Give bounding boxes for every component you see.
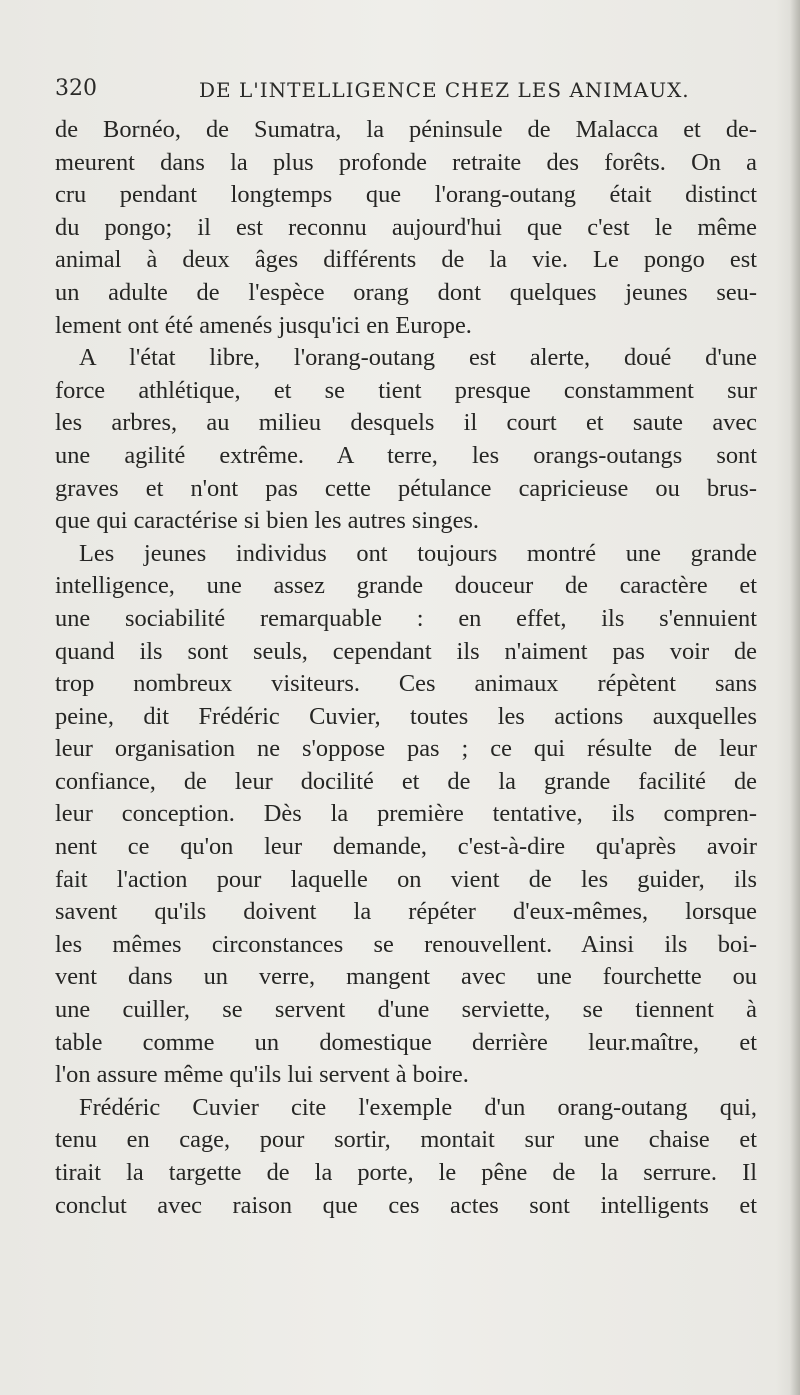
text-line: fait l'action pour laquelle on vient de les guider, ils: [55, 865, 757, 893]
text-line: quand ils sont seuls, cependant ils n'aiment pas voir de: [55, 637, 757, 665]
text-line: force athlétique, et se tient presque constamment sur: [55, 376, 757, 404]
text-line: l'on assure même qu'ils lui servent à boire.: [55, 1061, 469, 1089]
body-text: [55, 114, 757, 1222]
text-line: peine, dit Frédéric Cuvier, toutes les actions auxquelles: [55, 702, 757, 730]
text-line: savent qu'ils doivent la répéter d'eux-mêmes, lorsque: [55, 898, 757, 926]
text-line: que qui caractérise si bien les autres singes.: [55, 507, 479, 535]
text-line: de Bornéo, de Sumatra, la péninsule de Malacca et de-: [55, 116, 757, 143]
page-edge-shadow: [790, 0, 800, 1395]
text-line: Frédéric Cuvier cite l'exemple d'un orang-outang qui,: [79, 1093, 757, 1121]
running-title: DE L'INTELLIGENCE CHEZ LES ANIMAUX.: [199, 78, 690, 102]
running-head: [55, 76, 755, 110]
text-line: un adulte de l'espèce orang dont quelques jeunes seu-: [55, 278, 757, 306]
text-line: conclut avec raison que ces actes sont intelligents et: [55, 1191, 757, 1219]
text-line: nent ce qu'on leur demande, c'est-à-dire qu'après avoir: [55, 833, 757, 861]
text-line: intelligence, une assez grande douceur de caractère et: [55, 572, 757, 600]
text-line: trop nombreux visiteurs. Ces animaux répètent sans: [55, 670, 757, 698]
text-line: leur organisation ne s'oppose pas ; ce qui résulte de leur: [55, 735, 757, 763]
text-line: lement ont été amenés jusqu'ici en Europe.: [55, 311, 472, 339]
text-line: Les jeunes individus ont toujours montré une grande: [79, 539, 757, 567]
text-line: table comme un domestique derrière leur.maître, et: [55, 1028, 757, 1056]
paragraph-1: [55, 114, 757, 342]
text-line: une sociabilité remarquable : en effet, ils s'ennuient: [55, 604, 757, 632]
text-line: tenu en cage, pour sortir, montait sur une chaise et: [55, 1126, 757, 1154]
page-number: 320: [55, 76, 97, 101]
text-line: meurent dans la plus profonde retraite des forêts. On a: [55, 148, 757, 176]
text-line: une agilité extrême. A terre, les orangs-outangs sont: [55, 441, 757, 469]
text-line: cru pendant longtemps que l'orang-outang était distinct: [55, 181, 757, 209]
text-line: du pongo; il est reconnu aujourd'hui que c'est le même: [55, 213, 757, 241]
text-line: tirait la targette de la porte, le pêne de la serrure. Il: [55, 1159, 757, 1186]
text-line: les arbres, au milieu desquels il court et saute avec: [55, 409, 757, 437]
text-line: vent dans un verre, mangent avec une fourchette ou: [55, 963, 757, 991]
text-line: graves et n'ont pas cette pétulance capricieuse ou brus-: [55, 474, 757, 502]
text-line: confiance, de leur docilité et de la grande facilité de: [55, 767, 757, 795]
text-line: A l'état libre, l'orang-outang est alerte, doué d'une: [79, 344, 757, 372]
paragraph-4: [55, 1092, 757, 1222]
paragraph-3: [55, 538, 757, 1092]
text-line: une cuiller, se servent d'une serviette, se tiennent à: [55, 996, 757, 1024]
text-line: animal à deux âges différents de la vie. Le pongo est: [55, 246, 757, 274]
text-line: leur conception. Dès la première tentative, ils compren-: [55, 800, 757, 828]
paragraph-2: [55, 342, 757, 538]
text-line: les mêmes circonstances se renouvellent. Ainsi ils boi-: [55, 930, 757, 958]
